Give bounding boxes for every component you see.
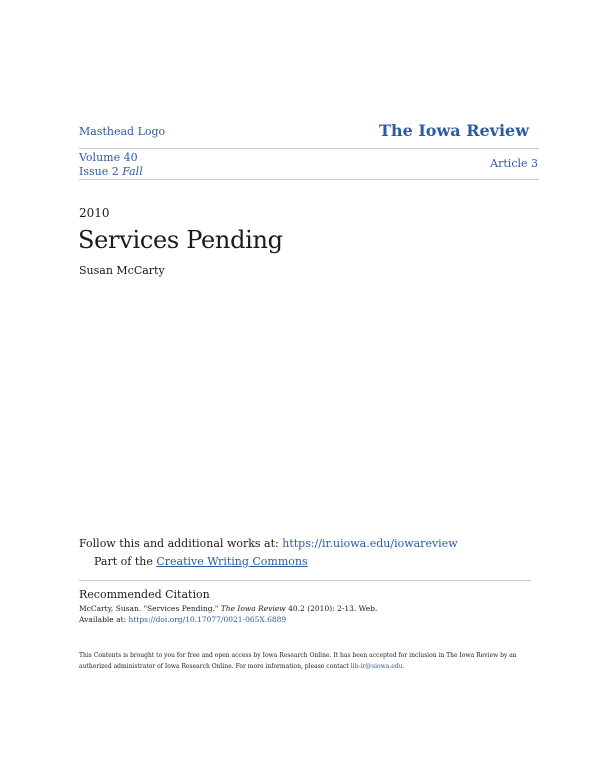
author-name: Susan McCarty bbox=[79, 264, 165, 277]
available-prefix: Available at: bbox=[79, 615, 129, 624]
citation-journal: The Iowa Review bbox=[220, 604, 286, 613]
footer-notice bbox=[79, 650, 539, 672]
article-title: Services Pending bbox=[78, 226, 283, 254]
citation-details: 40.2 (2010): 2-13. Web. bbox=[285, 604, 378, 613]
masthead-logo[interactable]: Masthead Logo bbox=[79, 125, 166, 138]
header-divider-bottom bbox=[79, 179, 539, 180]
publication-year: 2010 bbox=[79, 206, 110, 220]
issue-number: Issue 2 bbox=[79, 165, 119, 178]
part-of-line bbox=[94, 555, 308, 568]
article-number-link[interactable]: Article 3 bbox=[490, 157, 538, 170]
issue-link[interactable] bbox=[79, 165, 143, 179]
citation-divider bbox=[79, 580, 531, 581]
creative-writing-commons-link[interactable]: Creative Writing Commons bbox=[156, 555, 308, 568]
volume-issue-block bbox=[79, 151, 143, 179]
volume-link[interactable]: Volume 40 bbox=[79, 151, 138, 164]
footer-line-1: This Contents is brought to you for free and open access by Iowa Research Online. It has been accepted for inclusion in The Iowa Review by an bbox=[79, 652, 517, 659]
contact-email-link[interactable]: lib-ir@uiowa.edu bbox=[350, 663, 403, 670]
citation-text bbox=[79, 603, 377, 625]
issue-season: Fall bbox=[122, 165, 143, 178]
doi-link[interactable]: https://doi.org/10.17077/0021-065X.6889 bbox=[128, 615, 287, 624]
journal-title[interactable]: The Iowa Review bbox=[379, 121, 529, 140]
part-of-prefix: Part of the bbox=[94, 555, 157, 568]
follow-line bbox=[79, 537, 458, 550]
follow-prefix: Follow this and additional works at: bbox=[79, 537, 283, 550]
citation-author-title: McCarty, Susan. "Services Pending." bbox=[79, 604, 221, 613]
repository-link[interactable]: https://ir.uiowa.edu/iowareview bbox=[282, 537, 458, 550]
footer-line-2: authorized administrator of Iowa Research Online. For more information, please contact bbox=[79, 663, 351, 670]
recommended-citation-heading: Recommended Citation bbox=[79, 588, 210, 601]
footer-line-2-end: . bbox=[402, 663, 405, 670]
header-divider-top bbox=[79, 148, 539, 149]
